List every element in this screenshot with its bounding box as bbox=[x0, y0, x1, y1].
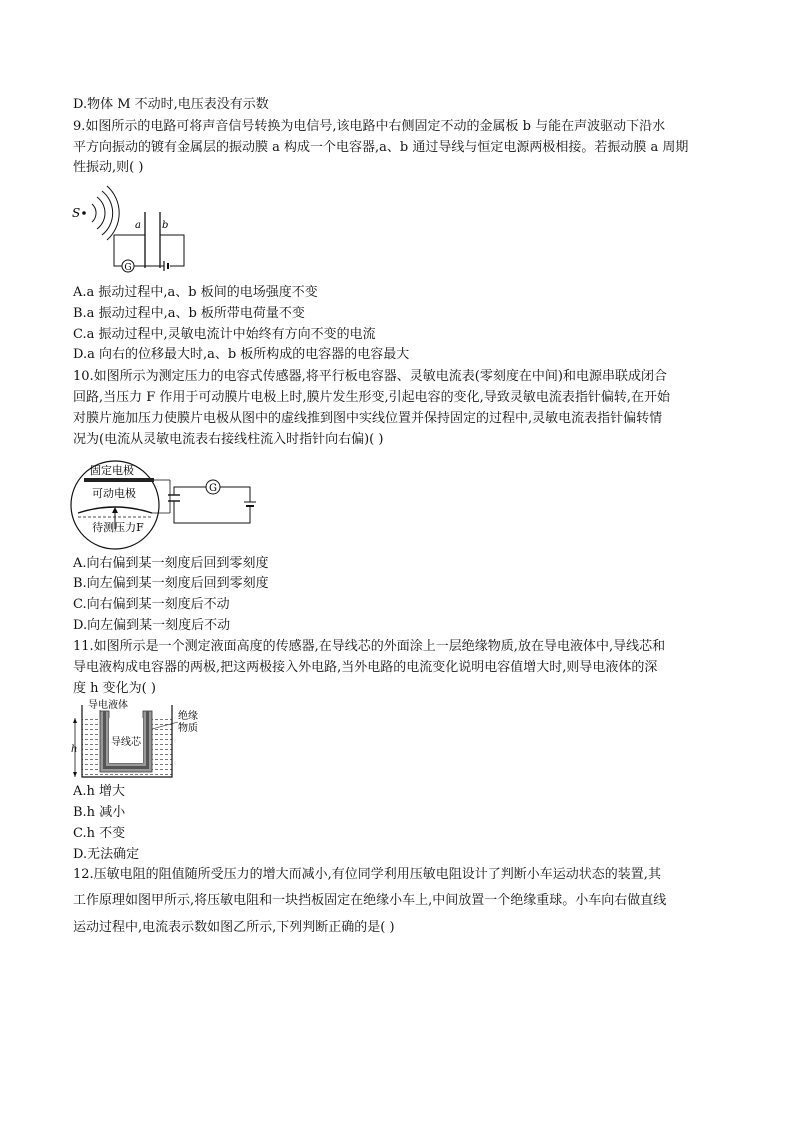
arrow-down-icon bbox=[73, 772, 77, 777]
q10-option-b: B.向左偏到某一刻度后回到零刻度 bbox=[73, 576, 269, 591]
q9-option-b: B.a 振动过程中,a、b 板所带电荷量不变 bbox=[73, 306, 305, 321]
q12-stem-line-3: 运动过程中,电流表示数如图乙所示,下列判断正确的是( ) bbox=[73, 920, 395, 935]
q10-figure bbox=[70, 457, 260, 553]
q11-label-h: h bbox=[71, 744, 78, 755]
q9-option-d: D.a 向右的位移最大时,a、b 板所构成的电容器的电容最大 bbox=[73, 347, 410, 362]
q12-stem-line-1: 12.压敏电阻的阻值随所受压力的增大而减小,有位同学利用压敏电阻设计了判断小车运动状态的装置,其 bbox=[73, 867, 661, 882]
q10-option-c: C.向右偏到某一刻度后不动 bbox=[73, 597, 230, 612]
q9-figure-label-b: b bbox=[162, 220, 169, 231]
fixed-electrode bbox=[84, 478, 154, 482]
q11-option-c: C.h 不变 bbox=[73, 826, 126, 841]
q10-option-a: A.向右偏到某一刻度后回到零刻度 bbox=[73, 556, 269, 571]
q9-stem-line-3: 性振动,则( ) bbox=[73, 160, 144, 175]
circuit-wire bbox=[220, 487, 250, 502]
q10-stem-line-3: 对膜片施加压力使膜片电极从图中的虚线推到图中实线位置并保持固定的过程中,灵敏电流表指针偏转情 bbox=[73, 411, 663, 426]
q9-stem-line-2: 平方向振动的镀有金属层的振动膜 a 构成一个电容器,a、b 通过导线与恒定电源两极相接。若振动膜 a 周期 bbox=[73, 140, 689, 155]
q11-label-insulation-2: 物质 bbox=[178, 723, 198, 734]
q9-option-c: C.a 振动过程中,灵敏电流计中始终有方向不变的电流 bbox=[73, 327, 376, 342]
q10-label-force: 待测压力F bbox=[92, 521, 144, 534]
q11-label-liquid: 导电液体 bbox=[88, 700, 128, 711]
q9-option-a: A.a 振动过程中,a、b 板间的电场强度不变 bbox=[73, 285, 318, 300]
q11-option-d: D.无法确定 bbox=[73, 847, 140, 862]
q11-label-core: 导线芯 bbox=[111, 737, 141, 748]
circuit-wire bbox=[174, 501, 250, 523]
q9-figure-label-g: G bbox=[124, 263, 132, 273]
q9-figure-label-s: S bbox=[72, 206, 81, 220]
q9-figure-label-a: a bbox=[135, 220, 141, 231]
q11-stem-line-3: 度 h 变化为( ) bbox=[73, 681, 156, 696]
q11-option-a: A.h 增大 bbox=[73, 784, 126, 799]
q8-option-d: D.物体 M 不动时,电压表没有示数 bbox=[73, 97, 269, 112]
q10-option-d: D.向左偏到某一刻度后不动 bbox=[73, 618, 231, 633]
q10-stem-line-2: 回路,当压力 F 作用于可动膜片电极上时,膜片发生形变,引起电容的变化,导致灵敏电流表指针偏转,在开始 bbox=[73, 390, 670, 405]
sound-wave-icon bbox=[102, 191, 113, 235]
q9-stem-line-1: 9.如图所示的电路可将声音信号转换为电信号,该电路中右侧固定不动的金属板 b 与能在声波驱动下沿水 bbox=[73, 119, 666, 134]
q11-option-b: B.h 减小 bbox=[73, 805, 126, 820]
q10-stem-line-1: 10.如图所示为测定压力的电容式传感器,将平行板电容器、灵敏电流表(零刻度在中间)和电源串联成闭合 bbox=[73, 369, 667, 384]
circuit-wire bbox=[174, 487, 206, 495]
sound-source-dot bbox=[82, 211, 86, 215]
q11-label-insulation-1: 绝缘 bbox=[178, 711, 198, 722]
q10-label-fixed-electrode: 固定电极 bbox=[90, 464, 134, 477]
arrow-up-icon bbox=[73, 718, 77, 723]
q11-figure bbox=[70, 697, 210, 783]
sound-wave-icon bbox=[97, 197, 105, 229]
q10-label-movable-electrode: 可动电极 bbox=[92, 487, 136, 500]
sound-wave-icon bbox=[92, 204, 96, 222]
q10-stem-line-4: 况为(电流从灵敏电流表右接线柱流入时指针向右偏)( ) bbox=[73, 432, 384, 447]
q11-stem-line-2: 导电液构成电容器的两极,把这两极接入外电路,当外电路的电流变化说明电容值增大时,则导电液体的深 bbox=[73, 660, 658, 675]
q11-stem-line-1: 11.如图所示是一个测定液面高度的传感器,在导线芯的外面涂上一层绝缘物质,放在导电液体中,导线芯和 bbox=[73, 639, 666, 654]
q12-stem-line-2: 工作原理如图甲所示,将压敏电阻和一块挡板固定在绝缘小车上,中间放置一个绝缘重球。小车向右做直线 bbox=[73, 893, 667, 908]
q9-figure bbox=[70, 182, 195, 278]
q10-label-g: G bbox=[209, 483, 217, 494]
